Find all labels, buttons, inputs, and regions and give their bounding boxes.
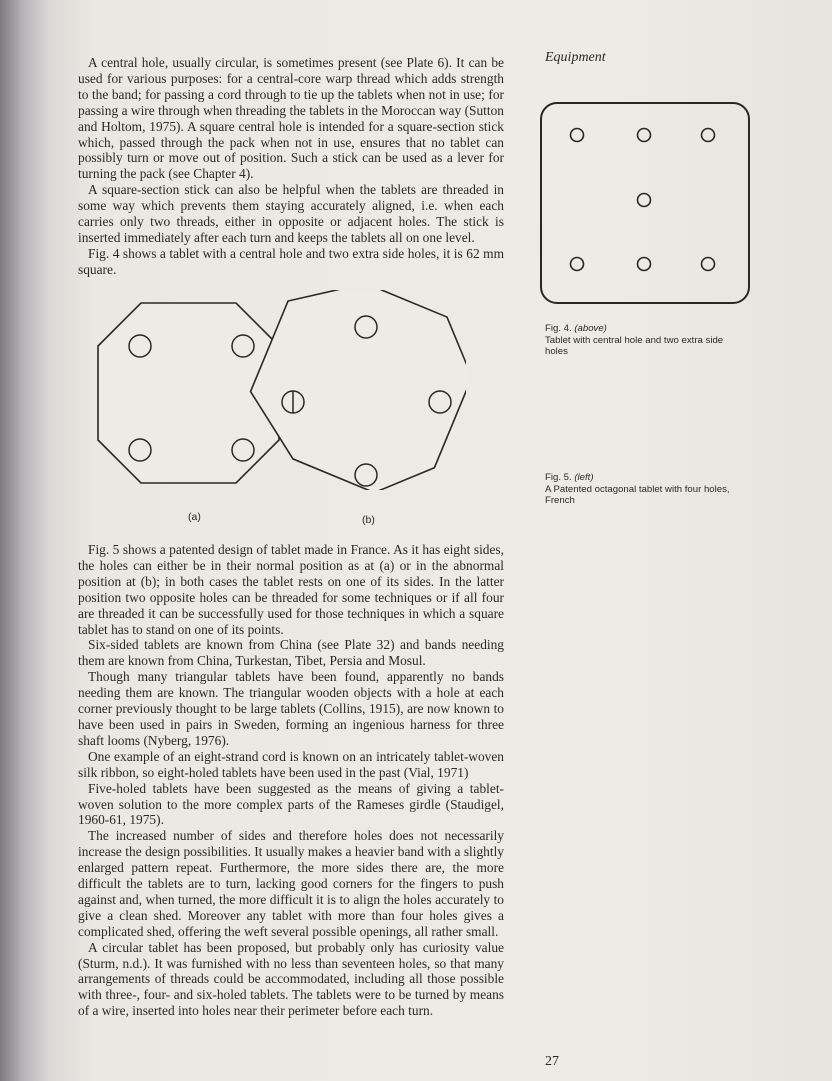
paragraph: A circular tablet has been proposed, but probably only has curiosity value (Sturm, n.d.). It was furnished with no less than seventeen holes, so that many arrangements of threads could be accommodated, including all those possible with three-, four- and six-holed tablets. The tablets were to be turned by means of a wire, inserted into holes near their perimeter before each turn. (78, 939, 504, 1019)
body-text-upper (78, 55, 504, 278)
paragraph: A central hole, usually circular, is sometimes present (see Plate 6). It can be used for various purposes: for a central-core warp thread which adds strength to the band; for passing a cord through to tie up the tablets when not in use; for passing a wire through when threading the tablets in the Moroccan way (Sutton and Holtom, 1975). A square central hole is intended for a square-section stick which, passed through the pack when not in use, ensures that no tablet can possibly turn or move out of position. Such a stick can be used as a lever for turning the pack (see Chapter 4). (78, 55, 504, 182)
body-text-lower (78, 542, 504, 1019)
fig5-octagonal-tablets (86, 290, 466, 490)
fig5-label-b: (b) (362, 514, 375, 526)
fig4-label: Fig. 4. (545, 323, 572, 334)
fig4-caption (545, 323, 745, 358)
paragraph: The increased number of sides and therefore holes does not necessarily increase the design possibilities. It usually makes a heavier band with a slightly enlarged pattern repeat. Furthermore, the more sides there are, the more difficult the tablets are to turn, lacking good corners for the fingers to push against and, when turned, the more difficult it is to align the holes accurately to give a clean shed. Moreover any tablet with more than four holes gives a complicated shed, offering the weft several possible openings, all rather small. (78, 828, 504, 939)
paragraph: Six-sided tablets are known from China (see Plate 32) and bands needing them are known from China, Turkestan, Tibet, Persia and Mosul. (78, 637, 504, 669)
fig5-label-note: (left) (574, 472, 594, 483)
page-number: 27 (545, 1054, 559, 1069)
fig5-caption (545, 472, 745, 507)
paragraph: One example of an eight-strand cord is known on an intricately tablet-woven silk ribbon, so eight-holed tablets have been used in the past (Vial, 1971) (78, 748, 504, 780)
paragraph: Fig. 5 shows a patented design of tablet made in France. As it has eight sides, the holes can either be in their normal position as at (a) or in the abnormal position at (b); in both cases the tablet rests on one of its sides. In the latter position two opposite holes can be threaded for some techniques or if all four are threaded it can be successfully used for those techniques in which a square tablet has to stand on one of its points. (78, 542, 504, 637)
fig4-label-note: (above) (574, 323, 607, 334)
paragraph: Though many triangular tablets have been found, apparently no bands needing them are known. The triangular wooden objects with a hole at each corner previously thought to be large tablets (Collins, 1915), are now known to have been used in pairs in Sweden, forming an ingenious harness for three shaft looms (Nyberg, 1976). (78, 669, 504, 748)
paragraph: Five-holed tablets have been suggested as the means of giving a tablet-woven solution to the more complex parts of the Rameses girdle (Staudigel, 1960-61, 1975). (78, 780, 504, 828)
fig5-label-a: (a) (188, 511, 201, 523)
fig4-text: Tablet with central hole and two extra side holes (545, 334, 724, 357)
fig5-text: A Patented octagonal tablet with four holes, French (545, 483, 730, 506)
paragraph: Fig. 4 shows a tablet with a central hole and two extra side holes, it is 62 mm square. (78, 245, 504, 277)
fig4-square-tablet (537, 98, 753, 308)
fig5-label: Fig. 5. (545, 472, 572, 483)
section-heading: Equipment (545, 50, 606, 65)
paragraph: A square-section stick can also be helpful when the tablets are threaded in some way which prevents them staying accurately aligned, i.e. when each carries only two threads, either in opposite or adjacent holes. The stick is inserted immediately after each turn and keeps the tablets all on one level. (78, 182, 504, 245)
